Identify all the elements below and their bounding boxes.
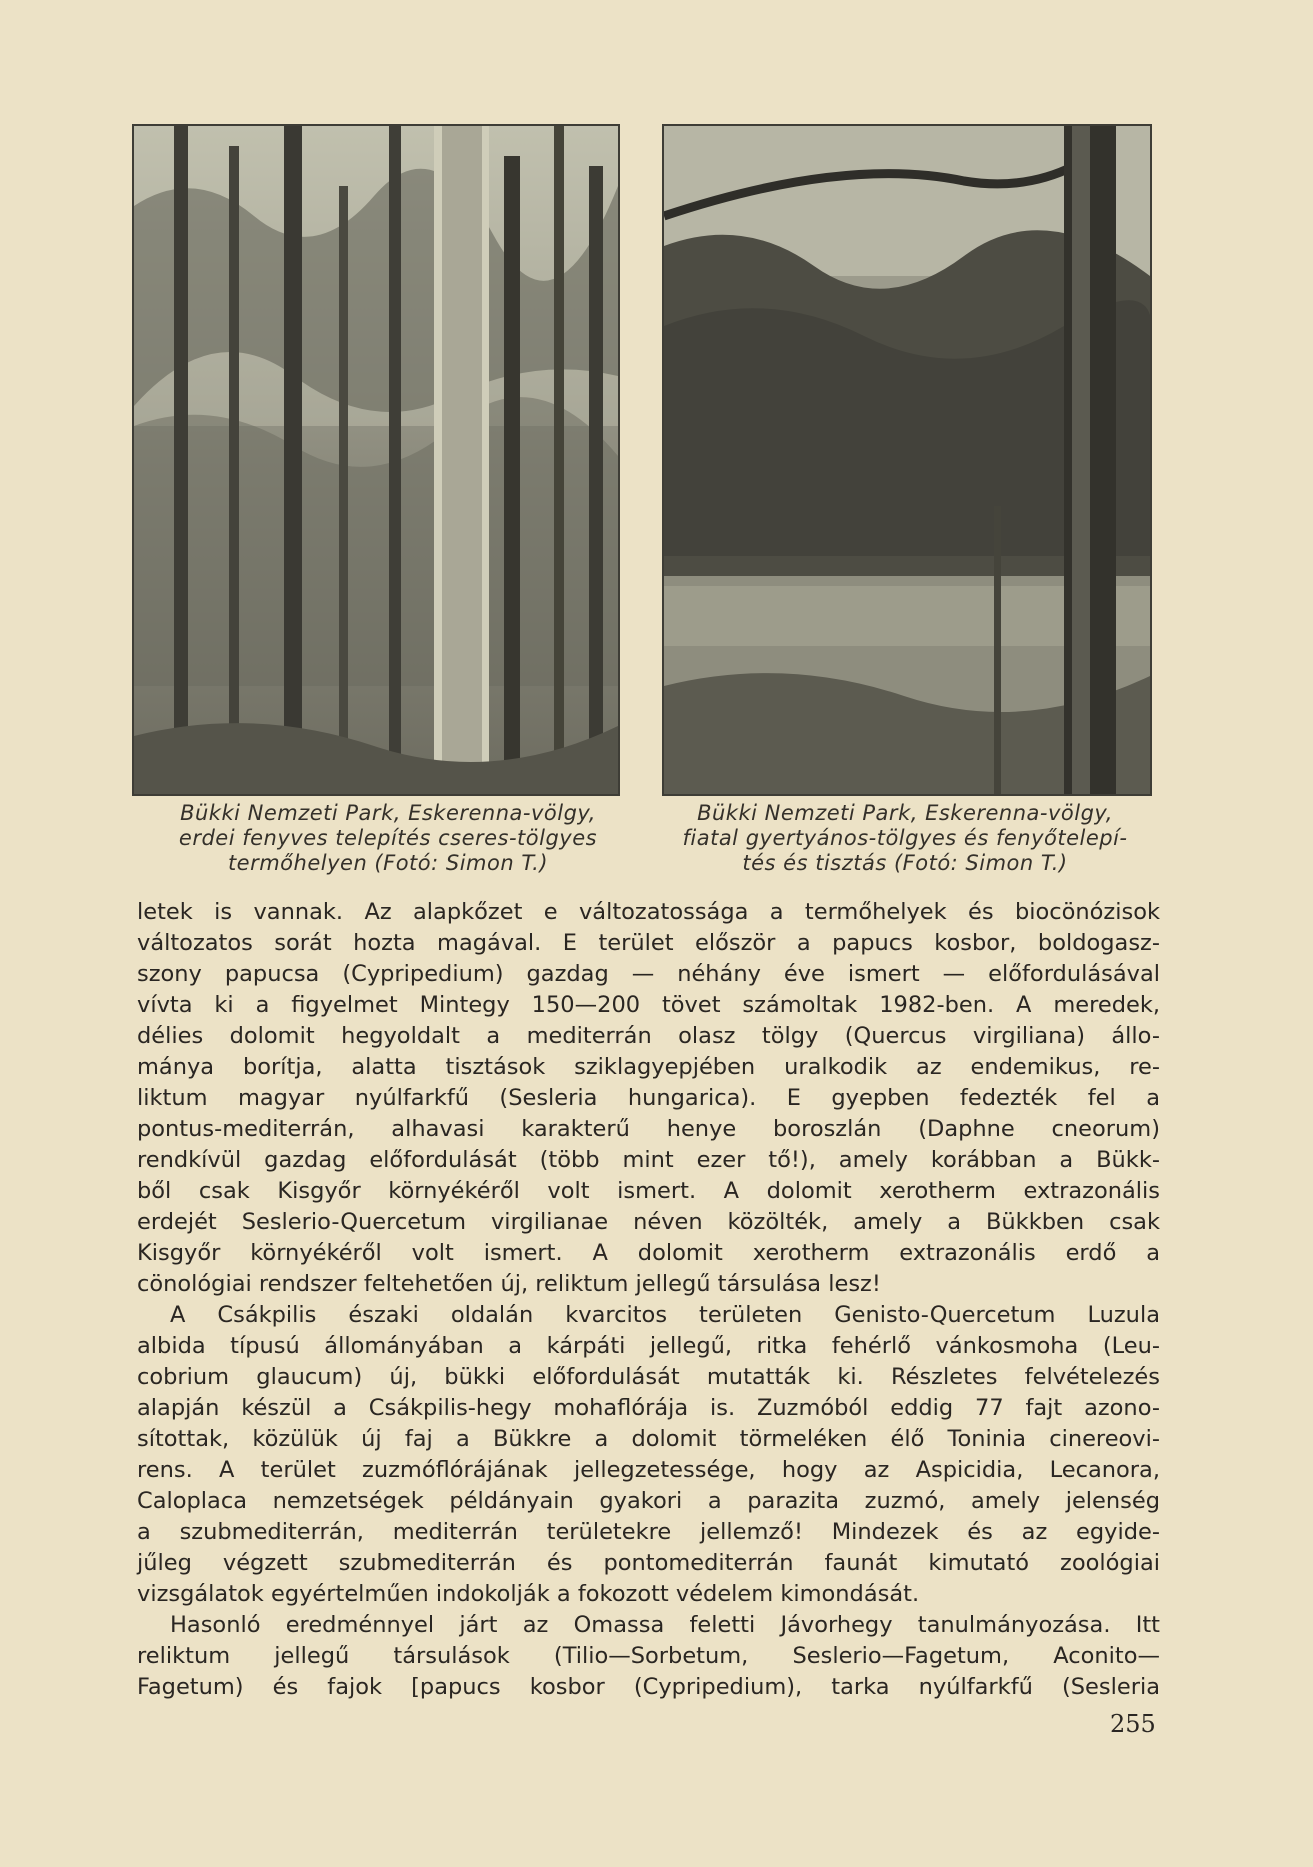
- text-line: Kisgyőr környékéről volt ismert. A dolomit xerotherm extrazonális erdő a: [137, 1240, 1160, 1266]
- text-line: albida típusú állományában a kárpáti jellegű, ritka fehérlő vánkosmoha (Leu-: [137, 1333, 1160, 1359]
- text-line: liktum magyar nyúlfarkfű (Sesleria hungarica). E gyepben fedezték fel a: [137, 1085, 1160, 1111]
- text-line: rens. A terület zuzmóflórájának jellegzetessége, hogy az Aspicidia, Lecanora,: [137, 1457, 1160, 1483]
- text-line: Hasonló eredménnyel járt az Omassa feletti Jávorhegy tanulmányozása. Itt: [170, 1612, 1160, 1638]
- text-line: a szubmediterrán, mediterrán területekre jellemző! Mindezek és az egyide-: [137, 1519, 1160, 1545]
- text-line: pontus-mediterrán, alhavasi karakterű henye boroszlán (Daphne cneorum): [137, 1116, 1160, 1142]
- body-text: [137, 897, 1160, 1703]
- caption-line: Bükki Nemzeti Park, Eskerenna-völgy,: [697, 801, 1113, 825]
- text-line: vizsgálatok egyértelműen indokolják a fokozott védelem kimondását.: [137, 1581, 920, 1607]
- caption-line: termőhelyen (Fotó: Simon T.): [227, 851, 549, 875]
- text-line: rendkívül gazdag előfordulását (több mint ezer tő!), amely korábban a Bükk-: [137, 1147, 1160, 1173]
- text-line: erdejét Seslerio-Quercetum virgilianae néven közölték, amely a Bükkben csak: [137, 1209, 1160, 1235]
- caption-right-photo: [645, 801, 1165, 876]
- text-line: reliktum jellegű társulások (Tilio—Sorbetum, Seslerio—Fagetum, Aconito—: [137, 1643, 1160, 1669]
- caption-left-photo: [128, 801, 648, 876]
- text-line: A Csákpilis északi oldalán kvarcitos területen Genisto-Quercetum Luzula: [170, 1302, 1160, 1328]
- text-line: cönológiai rendszer feltehetően új, reliktum jellegű társulása lesz!: [137, 1271, 881, 1297]
- text-line: Caloplaca nemzetségek példányain gyakori a parazita zuzmó, amely jelenség: [137, 1488, 1160, 1514]
- text-line: ből csak Kisgyőr környékéről volt ismert. A dolomit xerotherm extrazonális: [137, 1178, 1160, 1204]
- text-line: alapján készül a Csákpilis-hegy mohaflórája is. Zuzmóból eddig 77 fajt azono-: [137, 1395, 1160, 1421]
- text-line: mánya borítja, alatta tisztások sziklagyepjében uralkodik az endemikus, re-: [137, 1054, 1160, 1080]
- text-line: szony papucsa (Cypripedium) gazdag — néhány éve ismert — előfordulásával: [137, 961, 1160, 987]
- text-line: változatos sorát hozta magával. E terület először a papucs kosbor, boldogasz-: [137, 930, 1160, 956]
- page-number: 255: [1110, 1710, 1156, 1738]
- text-line: délies dolomit hegyoldalt a mediterrán olasz tölgy (Quercus virgiliana) állo-: [137, 1023, 1160, 1049]
- text-line: letek is vannak. Az alapkőzet e változatossága a termőhelyek és biocönózisok: [137, 899, 1160, 925]
- photo-pine-plantation: [132, 124, 620, 796]
- caption-line: erdei fenyves telepítés cseres-tölgyes: [178, 826, 598, 850]
- text-line: jűleg végzett szubmediterrán és pontomediterrán faunát kimutató zoológiai: [137, 1550, 1160, 1576]
- caption-line: fiatal gyertyános-tölgyes és fenyőtelepí-: [682, 826, 1128, 850]
- caption-line: Bükki Nemzeti Park, Eskerenna-völgy,: [180, 801, 596, 825]
- text-line: cobrium glaucum) új, bükki előfordulását mutatták ki. Részletes felvételezés: [137, 1364, 1160, 1390]
- text-line: Fagetum) és fajok [papucs kosbor (Cypripedium), tarka nyúlfarkfű (Sesleria: [137, 1674, 1160, 1700]
- text-line: vívta ki a figyelmet Mintegy 150—200 tövet számoltak 1982-ben. A meredek,: [137, 992, 1160, 1018]
- text-line: sítottak, közülük új faj a Bükkre a dolomit törmeléken élő Toninia cinereovi-: [137, 1426, 1160, 1452]
- caption-line: tés és tisztás (Fotó: Simon T.): [742, 851, 1068, 875]
- photo-young-oak-forest-clearing: [662, 124, 1152, 796]
